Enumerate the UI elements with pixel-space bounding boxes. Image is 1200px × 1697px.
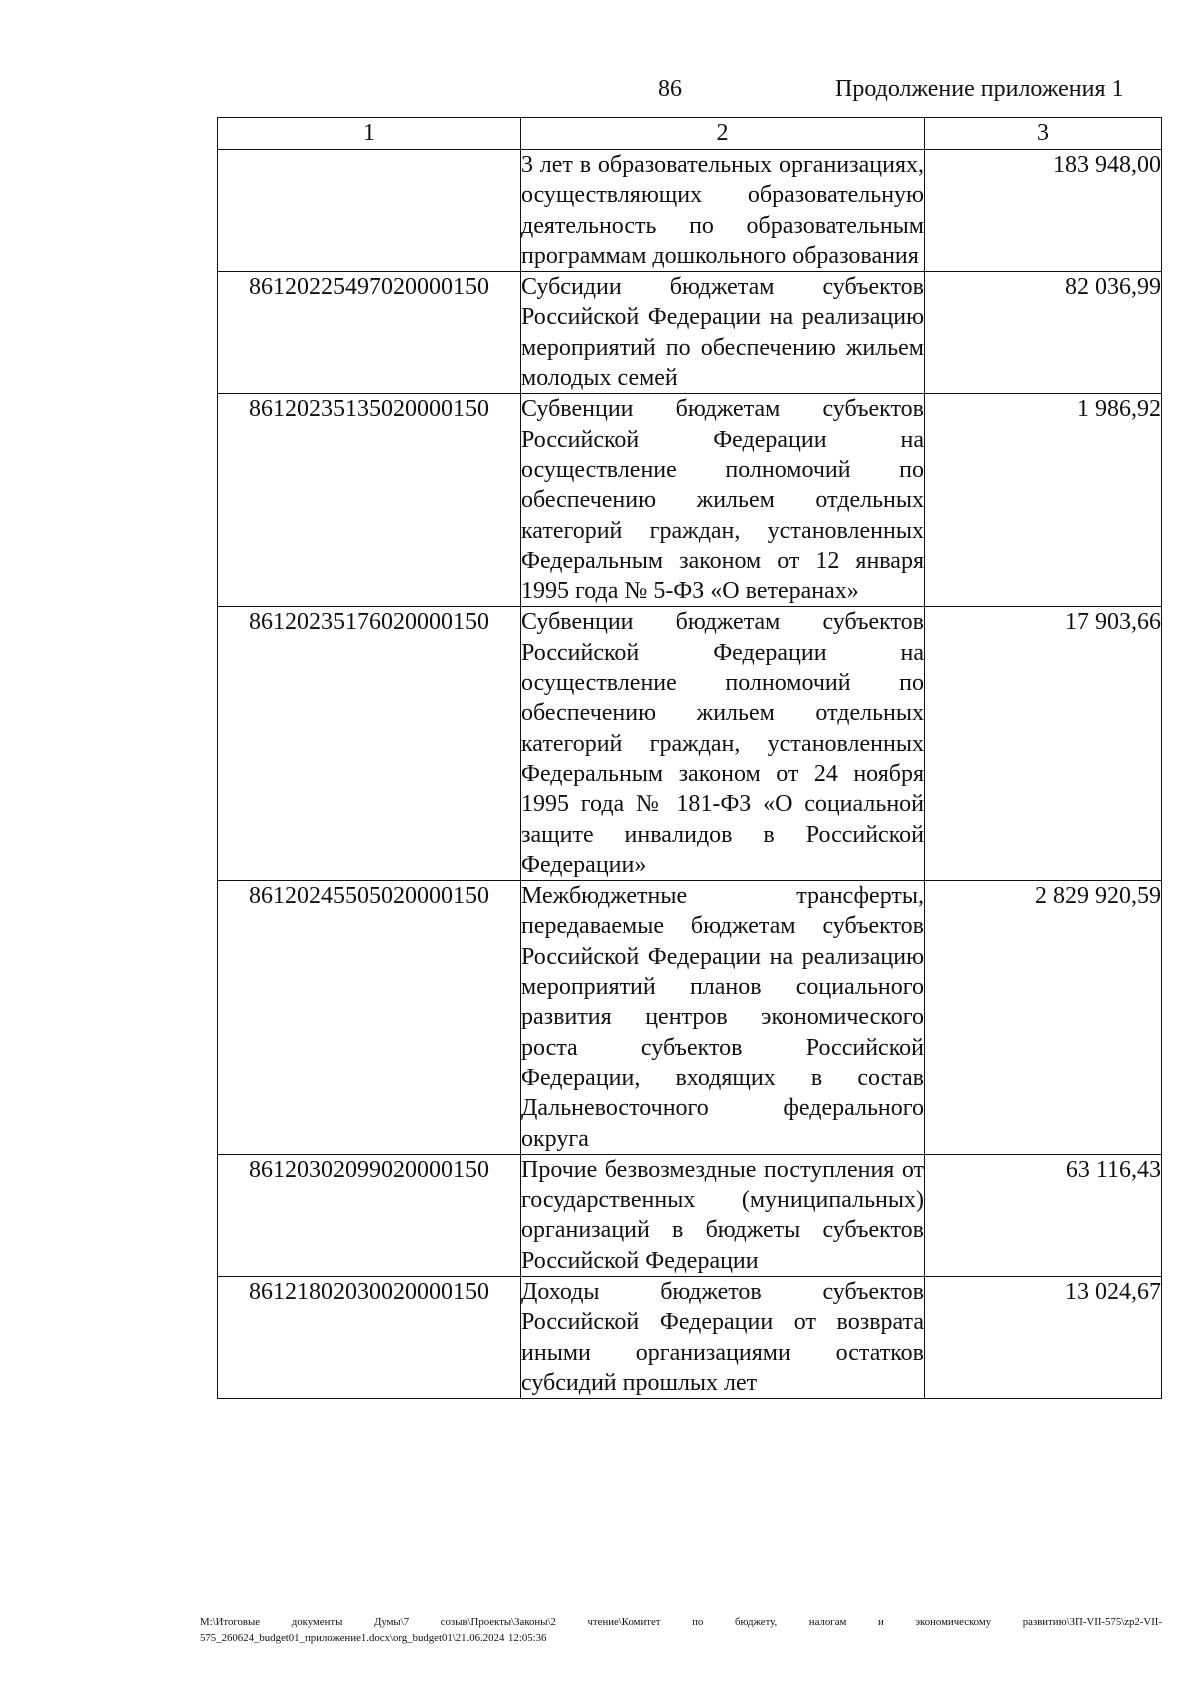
table-row <box>218 272 1162 394</box>
table-row <box>218 881 1162 1155</box>
amount-cell: 13 024,67 <box>925 1276 1162 1398</box>
table-header-row <box>218 118 1162 150</box>
amount-cell: 183 948,00 <box>925 150 1162 272</box>
column-header-2: 2 <box>521 118 925 150</box>
column-header-1: 1 <box>218 118 521 150</box>
page-number: 86 <box>658 76 682 102</box>
budget-code-cell: 86121802030020000150 <box>218 1276 521 1398</box>
table-row <box>218 150 1162 272</box>
amount-cell: 1 986,92 <box>925 394 1162 607</box>
table-row <box>218 394 1162 607</box>
table-row <box>218 1276 1162 1398</box>
description-cell: Субсидии бюджетам субъектов Российской Федерации на реализацию мероприятий по обеспечению жильем молодых семей <box>521 272 925 394</box>
budget-code-cell: 86120245505020000150 <box>218 881 521 1155</box>
amount-cell: 17 903,66 <box>925 607 1162 881</box>
continuation-label: Продолжение приложения 1 <box>835 76 1124 102</box>
description-cell: Субвенции бюджетам субъектов Российской Федерации на осуществление полномочий по обеспечению жильем отдельных категорий граждан, установленных Федеральным законом от 12 января 1995 года № 5-ФЗ «О ветеранах» <box>521 394 925 607</box>
budget-code-cell: 86120235176020000150 <box>218 607 521 881</box>
amount-cell: 2 829 920,59 <box>925 881 1162 1155</box>
description-cell: Доходы бюджетов субъектов Российской Федерации от возврата иными организациями остатков субсидий прошлых лет <box>521 1276 925 1398</box>
description-cell: Прочие безвозмездные поступления от государственных (муниципальных) организаций в бюджеты субъектов Российской Федерации <box>521 1154 925 1276</box>
budget-code-cell: 86120235135020000150 <box>218 394 521 607</box>
budget-code-cell <box>218 150 521 272</box>
revenue-table <box>217 117 1162 1399</box>
amount-cell: 82 036,99 <box>925 272 1162 394</box>
column-header-3: 3 <box>925 118 1162 150</box>
description-cell: Субвенции бюджетам субъектов Российской Федерации на осуществление полномочий по обеспечению жильем отдельных категорий граждан, установленных Федеральным законом от 24 ноября 1995 года № 181-ФЗ «О социальной защите инвалидов в Российской Федерации» <box>521 607 925 881</box>
table-row <box>218 1154 1162 1276</box>
amount-cell: 63 116,43 <box>925 1154 1162 1276</box>
file-path-footer: М:\Итоговые документы Думы\7 созыв\Проекты\Законы\2 чтение\Комитет по бюджету, налогам и экономическому развитию\ЗП-VII-575\zp2-VII-575_260624_budget01_приложение1.docx\org_budget01\21.06.2024 12:05:36 <box>200 1616 1162 1644</box>
description-cell: 3 лет в образовательных организациях, осуществляющих образовательную деятельность по образовательным программам дошкольного образования <box>521 150 925 272</box>
budget-code-cell: 86120225497020000150 <box>218 272 521 394</box>
table-row <box>218 607 1162 881</box>
description-cell: Межбюджетные трансферты, передаваемые бюджетам субъектов Российской Федерации на реализацию мероприятий планов социального развития центров экономического роста субъектов Российской Федерации, входящих в состав Дальневосточного федерального округа <box>521 881 925 1155</box>
budget-code-cell: 86120302099020000150 <box>218 1154 521 1276</box>
